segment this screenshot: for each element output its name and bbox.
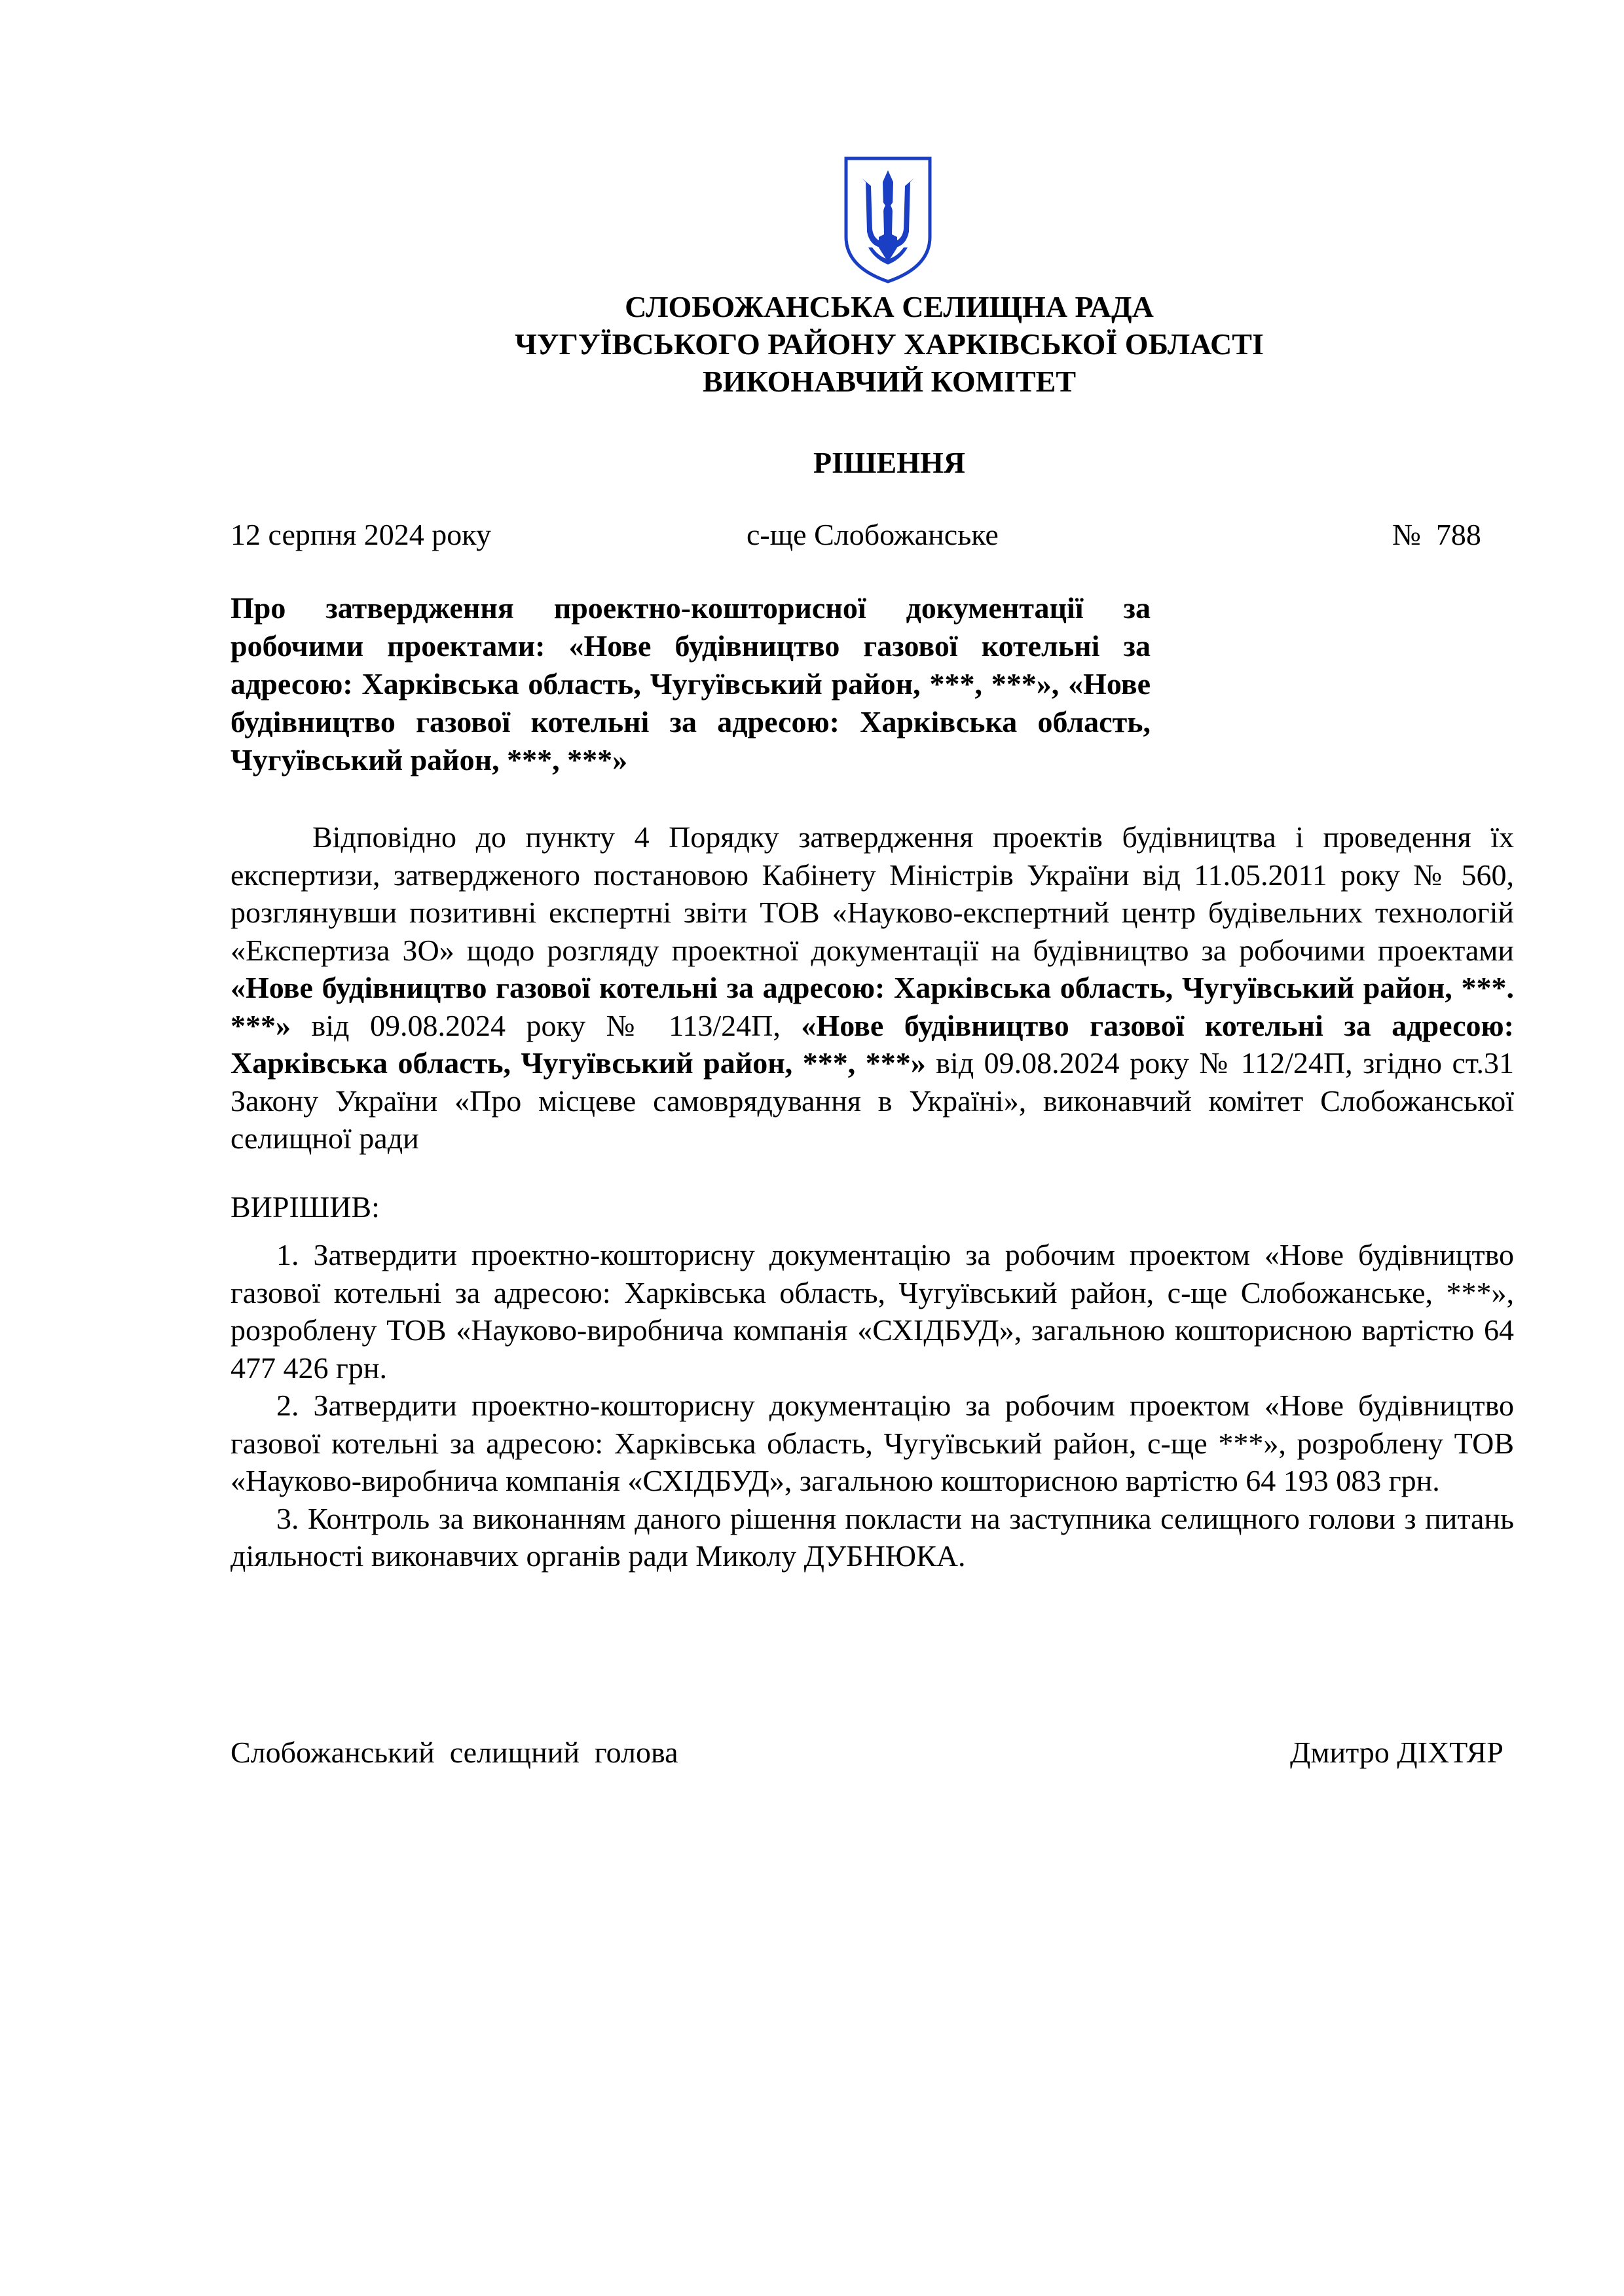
preamble-text-1: Відповідно до пункту 4 Порядку затвердження проектів будівництва і проведення їх експертизи, затвердженого постановою Кабінету Міністрів України від 11.05.2011 року № 560, розглянувши позитивні експертні звіти ТОВ «Науково-експертний центр будівельних технологій «Експертиза ЗО» щодо розгляду проектної документації на будівництво за робочими проектами (231, 820, 1514, 967)
header-line-3: ВИКОНАВЧИЙ КОМІТЕТ (702, 365, 1076, 398)
council-header (0, 288, 1624, 400)
preamble-project-1: «Нове будівництво газової котельні за адресою: Харківська область, Чугуївський район, ***. ***» (231, 971, 1514, 1042)
preamble-paragraph (231, 818, 1514, 1157)
preamble-project-2: «Нове будівництво газової котельні за адресою: Харківська область, Чугуївський район, ***, ***» (231, 1008, 1514, 1080)
preamble-text-2: від 09.08.2024 року № 113/24П, (291, 1008, 802, 1042)
decision-items (231, 1236, 1514, 1575)
document-date: 12 серпня 2024 року (231, 518, 491, 551)
document-place: с-ще Слобожанське (747, 518, 999, 551)
document-type-title: РІШЕННЯ (813, 446, 965, 479)
signatory-name: Дмитро ДІХТЯР (1290, 1736, 1504, 1769)
decision-item-2: 2. Затвердити проектно-кошторисну документацію за робочим проектом «Нове будівництво газової котельні за адресою: Харківська область, Чугуївський район, с-ще ***», розроблену ТОВ «Науково-виробнича компанія «СХІДБУД», загальною кошторисною вартістю 64 193 083 грн. (231, 1389, 1514, 1497)
decision-item-1: 1. Затвердити проектно-кошторисну документацію за робочим проектом «Нове будівництво газової котельні за адресою: Харківська область, Чугуївський район, с-ще Слобожанське, ***», розроблену ТОВ «Науково-виробнича компанія «СХІДБУД», загальною кошторисною вартістю 64 477 426 грн. (231, 1238, 1514, 1385)
coat-of-arms-of-ukraine-icon (842, 156, 934, 284)
header-line-1: СЛОБОЖАНСЬКА СЕЛИЩНА РАДА (625, 290, 1154, 323)
header-line-2: ЧУГУЇВСЬКОГО РАЙОНУ ХАРКІВСЬКОЇ ОБЛАСТІ (515, 327, 1264, 361)
document-subject: Про затвердження проектно-кошторисної документації за робочими проектами: «Нове будівництво газової котельні за адресою: Харківська область, Чугуївський район, ***, ***», «Нове будівництво газової котельні за адресою: Харківська область, Чугуївський район, ***, ***» (231, 591, 1151, 776)
preamble-text-3: від 09.08.2024 року № 112/24П, згідно ст.31 Закону України «Про місцеве самоврядування в Україні», виконавчий комітет Слобожанської селищної ради (231, 1046, 1515, 1155)
document-number: № 788 (1392, 518, 1481, 551)
decided-label: ВИРІШИВ: (231, 1190, 380, 1224)
signatory-title: Слобожанський селищний голова (231, 1736, 678, 1769)
decision-item-3: 3. Контроль за виконанням даного рішення покласти на заступника селищного голови з питань діяльності виконавчих органів ради Миколу ДУБНЮКА. (231, 1501, 1514, 1573)
